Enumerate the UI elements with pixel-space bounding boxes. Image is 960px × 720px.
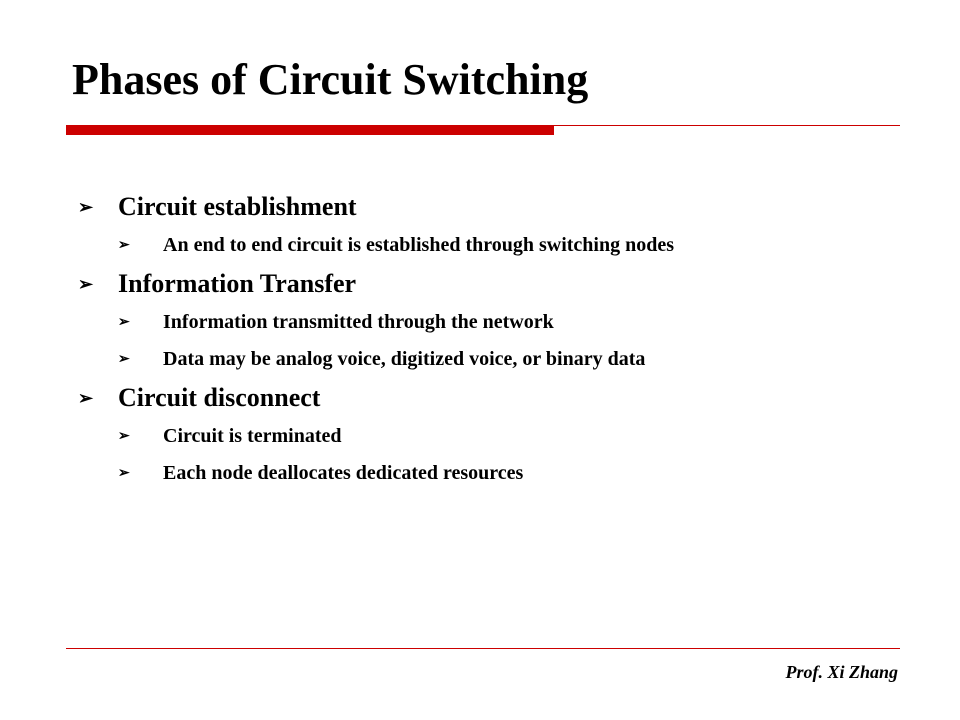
sub-bullet-text: An end to end circuit is established through switching nodes xyxy=(163,234,675,256)
title-underline-thick xyxy=(66,126,554,135)
slide-title: Phases of Circuit Switching xyxy=(72,55,589,104)
sub-bullet-item xyxy=(78,227,900,264)
arrowhead-bullet-icon: ➢ xyxy=(118,315,130,330)
bullet-item xyxy=(78,378,900,418)
arrowhead-bullet-icon: ➢ xyxy=(78,196,94,217)
bullet-text: Information Transfer xyxy=(118,269,357,298)
bullet-text: Circuit establishment xyxy=(118,192,357,221)
arrowhead-bullet-icon: ➢ xyxy=(118,429,130,444)
arrowhead-bullet-icon: ➢ xyxy=(118,352,130,367)
sub-bullet-item xyxy=(78,418,900,455)
footer-author: Prof. Xi Zhang xyxy=(785,662,898,682)
footer-rule xyxy=(66,648,900,649)
arrowhead-bullet-icon: ➢ xyxy=(118,466,130,481)
sub-bullet-item xyxy=(78,455,900,492)
arrowhead-bullet-icon: ➢ xyxy=(118,238,130,253)
arrowhead-bullet-icon: ➢ xyxy=(78,273,94,294)
sub-bullet-text: Data may be analog voice, digitized voice, or binary data xyxy=(163,348,646,370)
sub-bullet-item xyxy=(78,341,900,378)
arrowhead-bullet-icon: ➢ xyxy=(78,387,94,408)
sub-bullet-text: Each node deallocates dedicated resources xyxy=(163,462,524,484)
bullet-item xyxy=(78,264,900,304)
sub-bullet-item xyxy=(78,304,900,341)
sub-bullet-text: Information transmitted through the network xyxy=(163,311,554,333)
bullet-list xyxy=(78,187,900,492)
sub-bullet-text: Circuit is terminated xyxy=(163,425,342,447)
bullet-text: Circuit disconnect xyxy=(118,383,321,412)
bullet-item xyxy=(78,187,900,227)
